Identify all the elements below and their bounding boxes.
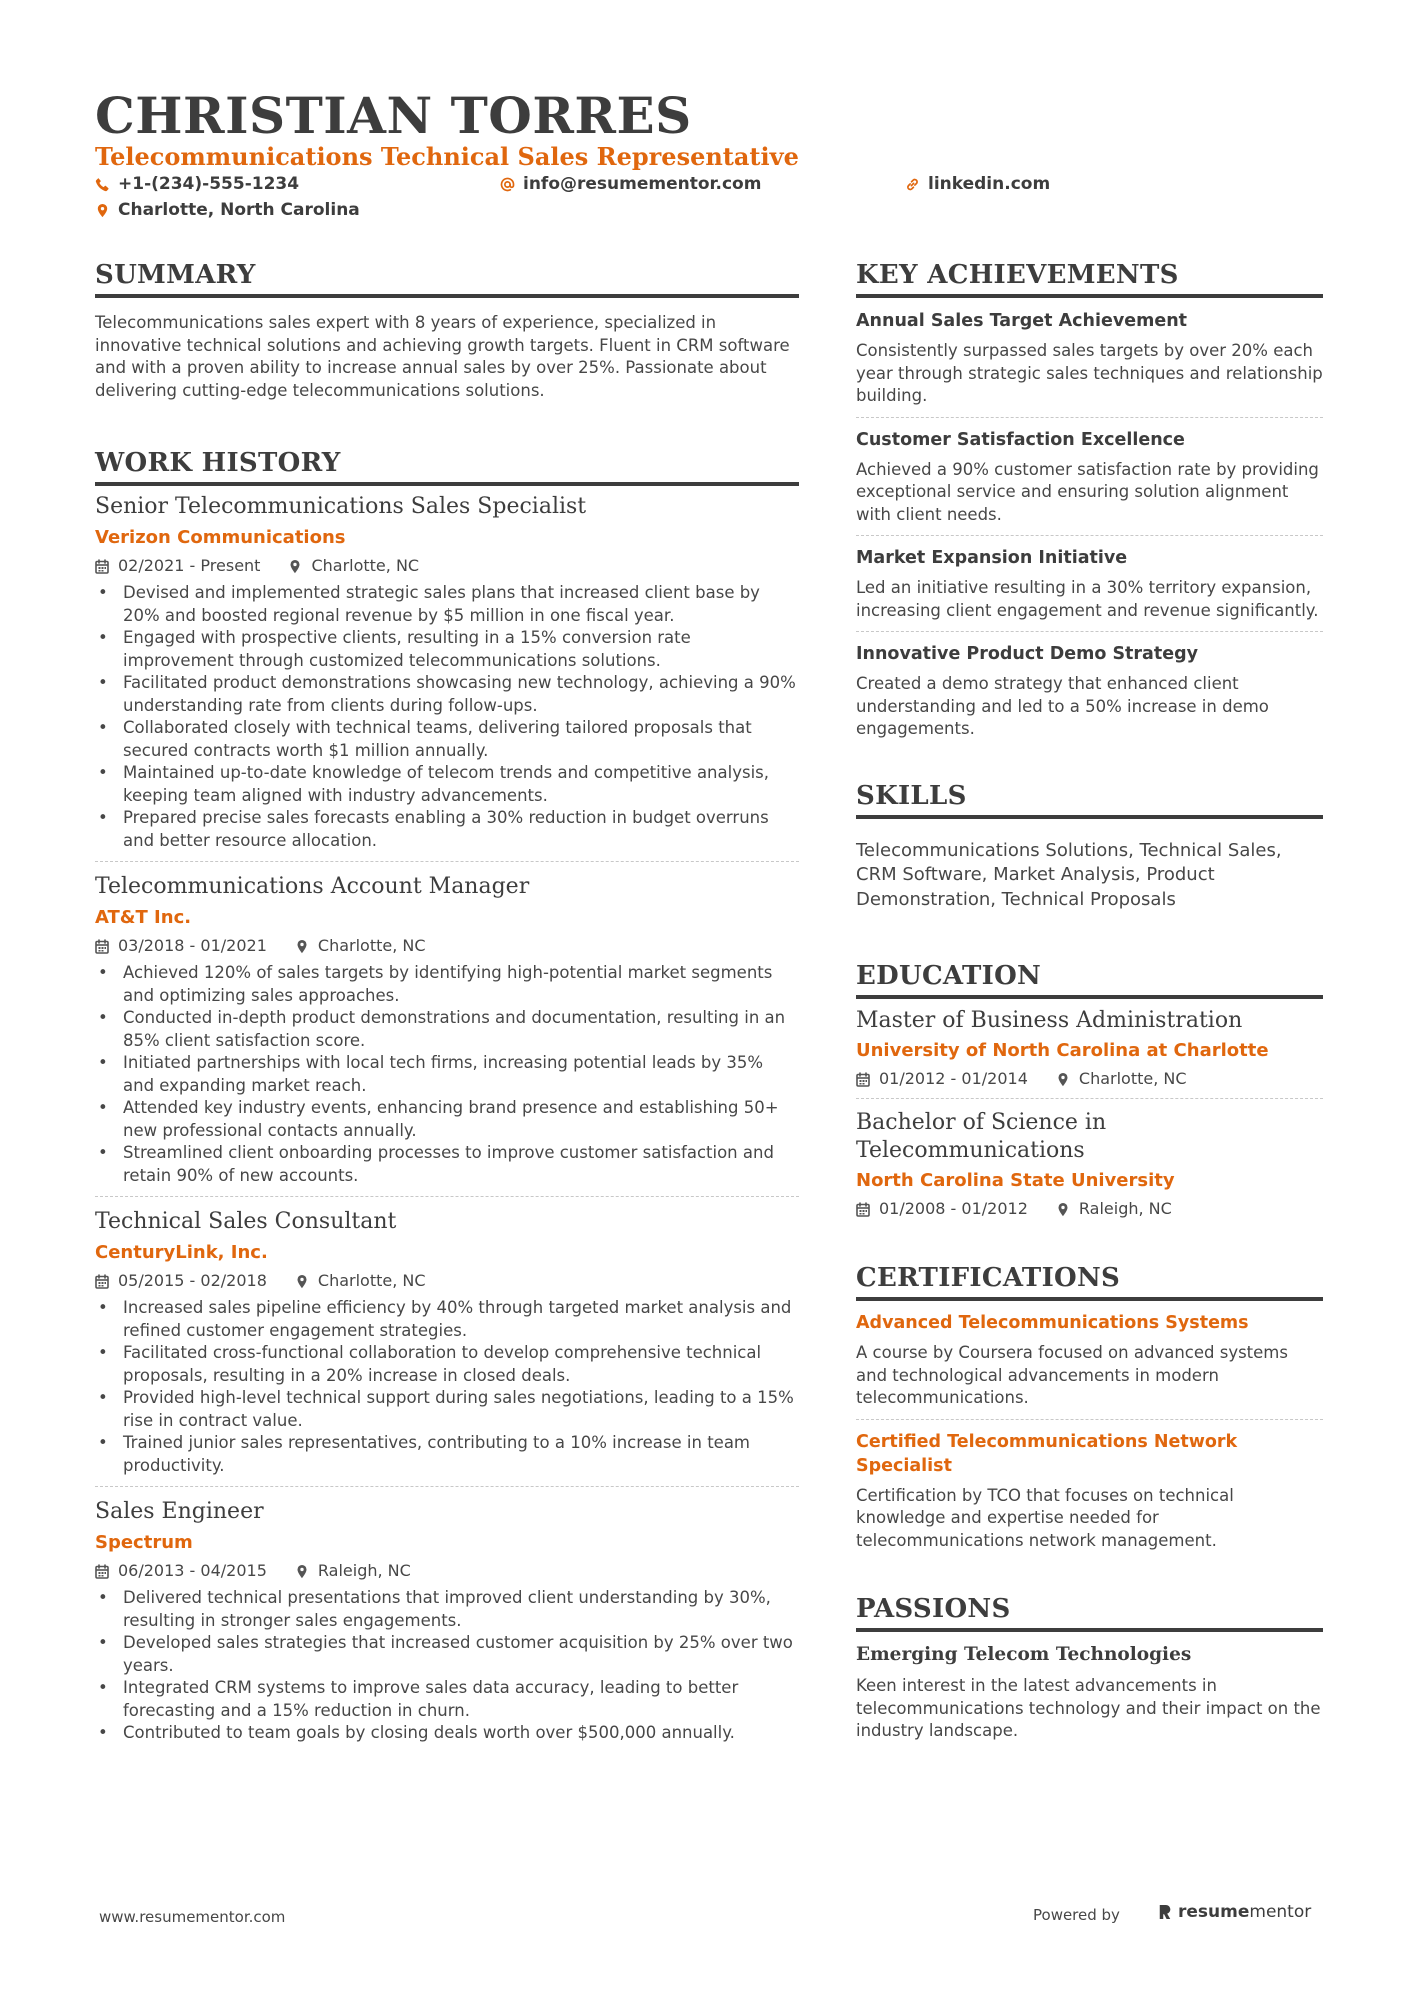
powered-by-text: Powered by (1033, 1906, 1120, 1924)
job-entry (95, 1207, 799, 1477)
left-column (95, 258, 799, 1745)
passions-list (856, 1642, 1323, 1743)
summary-text: Telecommunications sales expert with 8 years of experience, specialized in innovative technical solutions and achieving growth targets. Fluent in CRM software and with a proven ability to increase annual sales by over 25%. Passionate about delivering cutting-edge telecommunications solutions. (95, 313, 790, 400)
at-icon (500, 177, 515, 192)
location-pin-icon (295, 1564, 309, 1579)
date-text: 06/2013 - 04/2015 (118, 1561, 267, 1580)
job-bullet: • Maintained up-to-date knowledge of telecom trends and competitive analysis, keeping team aligned with industry advancements. (95, 762, 799, 807)
job-bullet: • Initiated partnerships with local tech firms, increasing potential leads by 35% and expanding market reach. (95, 1052, 799, 1097)
calendar-icon (856, 1072, 870, 1087)
work-history-heading: WORK HISTORY (95, 446, 799, 486)
job-bullet: • Devised and implemented strategic sales plans that increased client base by 20% and boosted regional revenue by $5 million in one fiscal year. (95, 582, 799, 627)
date-range (856, 1199, 1028, 1219)
job-bullet: • Contributed to team goals by closing deals worth over $500,000 annually. (95, 1722, 799, 1745)
job-bullets (95, 1297, 799, 1477)
location-pin-icon (1056, 1202, 1070, 1217)
achievements-heading: KEY ACHIEVEMENTS (856, 258, 1323, 298)
calendar-icon (95, 1564, 109, 1579)
job-bullet: • Attended key industry events, enhancing brand presence and establishing 50+ new professional contacts annually. (95, 1097, 799, 1142)
date-text: 03/2018 - 01/2021 (118, 936, 267, 955)
contact-linkedin[interactable] (905, 174, 1050, 194)
job-bullet: • Achieved 120% of sales targets by identifying high-potential market segments and optimizing sales approaches. (95, 962, 799, 1007)
divider (856, 1098, 1323, 1099)
job-bullet: • Facilitated cross-functional collaboration to develop comprehensive technical proposals, resulting in a 20% increase in closed deals. (95, 1342, 799, 1387)
job-bullet: • Engaged with prospective clients, resulting in a 15% conversion rate improvement through customized telecommunications solutions. (95, 627, 799, 672)
location-text: Raleigh, NC (1078, 1199, 1172, 1218)
achievement-title: Market Expansion Initiative (856, 548, 1128, 568)
location-pin-icon (95, 203, 110, 218)
right-column (856, 258, 1323, 1743)
school-name: University of North Carolina at Charlotte (856, 1040, 1269, 1061)
divider (856, 1419, 1323, 1420)
linkedin-text: linkedin.com (928, 174, 1051, 194)
date-text: 01/2012 - 01/2014 (879, 1069, 1028, 1088)
date-range (95, 1561, 267, 1581)
location-text: Charlotte, NC (317, 1271, 426, 1290)
location (295, 1561, 411, 1581)
location-text: Raleigh, NC (317, 1561, 411, 1580)
link-icon (905, 177, 920, 192)
resumementor-logo-icon (1158, 1903, 1172, 1921)
candidate-name: CHRISTIAN TORRES (95, 86, 692, 145)
job-bullet: • Facilitated product demonstrations showcasing new technology, achieving a 90% understanding rate from clients during follow-ups. (95, 672, 799, 717)
job-bullets (95, 1587, 799, 1745)
date-range (95, 556, 260, 576)
date-text: 01/2008 - 01/2012 (879, 1199, 1028, 1218)
job-company: AT&T Inc. (95, 907, 192, 928)
job-entry (95, 492, 799, 852)
job-bullet: • Collaborated closely with technical teams, delivering tailored proposals that secured contracts worth $1 million annually. (95, 717, 799, 762)
calendar-icon (856, 1202, 870, 1217)
job-entry (95, 1497, 799, 1745)
job-bullet: • Trained junior sales representatives, contributing to a 10% increase in team productivity. (95, 1432, 799, 1477)
brand-rest: mentor (1249, 1902, 1312, 1922)
email-text: info@resumementor.com (523, 174, 762, 194)
certifications-heading: CERTIFICATIONS (856, 1261, 1323, 1301)
job-bullet: • Provided high-level technical support during sales negotiations, leading to a 15% rise in contract value. (95, 1387, 799, 1432)
brand-bold: resume (1178, 1902, 1250, 1922)
location-pin-icon (288, 559, 302, 574)
job-role: Senior Telecommunications Sales Specialist (95, 494, 587, 519)
job-company: CenturyLink, Inc. (95, 1242, 268, 1263)
job-bullet: • Conducted in-depth product demonstrations and documentation, resulting in an 85% client satisfaction score. (95, 1007, 799, 1052)
date-range (856, 1069, 1028, 1089)
passions-heading: PASSIONS (856, 1592, 1323, 1632)
calendar-icon (95, 939, 109, 954)
date-text: 05/2015 - 02/2018 (118, 1271, 267, 1290)
divider (95, 861, 799, 862)
job-bullet: • Integrated CRM systems to improve sales data accuracy, leading to better forecasting and a 15% reduction in churn. (95, 1677, 799, 1722)
degree-title: Bachelor of Science in Telecommunications (856, 1110, 1107, 1163)
achievement-desc: Consistently surpassed sales targets by over 20% each year through strategic sales techniques and relationship building. (856, 341, 1323, 405)
date-text: 02/2021 - Present (118, 556, 261, 575)
meta-row (856, 1069, 1323, 1089)
divider (856, 535, 1323, 536)
divider (856, 417, 1323, 418)
job-bullet: • Prepared precise sales forecasts enabling a 30% reduction in budget overruns and better resource allocation. (95, 807, 799, 852)
education-heading: EDUCATION (856, 959, 1323, 999)
divider (95, 1486, 799, 1487)
location-text: Charlotte, NC (311, 556, 420, 575)
job-bullet: • Streamlined client onboarding processes to improve customer satisfaction and retain 90% of new accounts. (95, 1142, 799, 1187)
passion-desc: Keen interest in the latest advancements in telecommunications technology and their impact on the industry landscape. (856, 1676, 1321, 1740)
phone-text: +1-(234)-555-1234 (118, 174, 300, 194)
achievements-list (856, 309, 1323, 741)
location-pin-icon (295, 939, 309, 954)
meta-row (95, 556, 799, 576)
brand-logo[interactable] (1158, 1902, 1311, 1922)
skills-heading: SKILLS (856, 779, 1323, 819)
location (1056, 1199, 1172, 1219)
passion-title: Emerging Telecom Technologies (856, 1644, 1192, 1665)
meta-row (95, 936, 799, 956)
job-role: Sales Engineer (95, 1499, 264, 1524)
job-bullets (95, 962, 799, 1187)
achievement-desc: Achieved a 90% customer satisfaction rate by providing exceptional service and ensuring solution alignment with client needs. (856, 459, 1319, 524)
contact-phone[interactable] (95, 174, 299, 194)
achievement-title: Customer Satisfaction Excellence (856, 429, 1185, 450)
phone-icon (95, 177, 110, 192)
location-text: Charlotte, NC (317, 936, 426, 955)
divider (95, 1196, 799, 1197)
date-range (95, 1271, 267, 1291)
achievement-desc: Led an initiative resulting in a 30% territory expansion, increasing client engagement and revenue significantly. (856, 578, 1319, 620)
location (288, 556, 419, 576)
achievement-title: Innovative Product Demo Strategy (856, 644, 1199, 664)
certification-title: Certified Telecommunications Network Specialist (856, 1431, 1238, 1476)
meta-row (95, 1561, 799, 1581)
location (295, 1271, 426, 1291)
job-role: Telecommunications Account Manager (95, 874, 530, 899)
school-name: North Carolina State University (856, 1170, 1175, 1191)
location-text: Charlotte, North Carolina (118, 200, 360, 220)
job-company: Spectrum (95, 1532, 193, 1553)
calendar-icon (95, 1274, 109, 1289)
degree-title: Master of Business Administration (856, 1008, 1243, 1033)
footer-url[interactable]: www.resumementor.com (99, 1908, 286, 1926)
certifications-list (856, 1311, 1323, 1552)
certification-desc: A course by Coursera focused on advanced systems and technological advancements in modern telecommunications. (856, 1343, 1288, 1407)
date-range (95, 936, 267, 956)
divider (856, 631, 1323, 632)
achievement-desc: Created a demo strategy that enhanced client understanding and led to a 50% increase in demo engagements. (856, 674, 1269, 738)
contact-email[interactable] (500, 174, 761, 194)
location-pin-icon (295, 1274, 309, 1289)
achievement-title: Annual Sales Target Achievement (856, 311, 1188, 331)
calendar-icon (95, 559, 109, 574)
certification-desc: Certification by TCO that focuses on technical knowledge and expertise needed for telecommunications network management. (856, 1485, 1234, 1550)
candidate-title: Telecommunications Technical Sales Representative (95, 142, 799, 171)
summary-heading: SUMMARY (95, 258, 799, 298)
job-bullets (95, 582, 799, 852)
location (1056, 1069, 1187, 1089)
location-text: Charlotte, NC (1078, 1069, 1187, 1088)
meta-row (95, 1271, 799, 1291)
job-entry (95, 872, 799, 1187)
job-bullet: • Increased sales pipeline efficiency by 40% through targeted market analysis and refined customer engagement strategies. (95, 1297, 799, 1342)
location (295, 936, 426, 956)
job-bullet: • Developed sales strategies that increased customer acquisition by 25% over two years. (95, 1632, 799, 1677)
job-bullet: • Delivered technical presentations that improved client understanding by 30%, resulting in stronger sales engagements. (95, 1587, 799, 1632)
contact-location (95, 200, 360, 220)
work-history-list (95, 492, 799, 1745)
location-pin-icon (1056, 1072, 1070, 1087)
certification-title: Advanced Telecommunications Systems (856, 1313, 1249, 1333)
job-company: Verizon Communications (95, 527, 346, 548)
job-role: Technical Sales Consultant (95, 1209, 397, 1234)
education-list (856, 1007, 1323, 1219)
skills-text: Telecommunications Solutions, Technical Sales, CRM Software, Market Analysis, Product Demonstration, Technical Proposals (856, 839, 1282, 910)
meta-row (856, 1199, 1323, 1219)
